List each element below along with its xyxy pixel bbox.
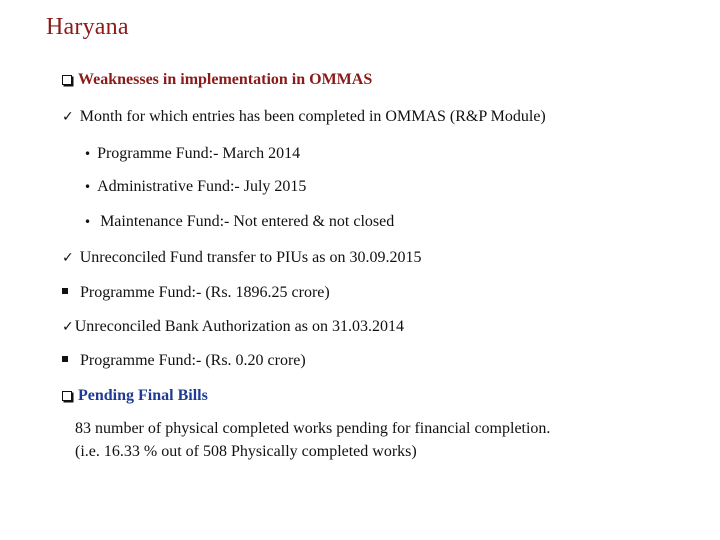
pending-bills-line-2: (i.e. 16.33 % out of 508 Physically completed works) — [75, 443, 417, 460]
square-bullet-icon — [62, 391, 72, 401]
check-item-unreconciled-bank — [62, 317, 404, 337]
checkmark-icon: ✓ — [62, 319, 74, 335]
check-item-text: Unreconciled Fund transfer to PIUs as on 30.09.2015 — [79, 249, 422, 266]
checkmark-icon: ✓ — [62, 109, 74, 125]
section-heading-weaknesses — [62, 70, 372, 90]
bullet-dot-icon: • — [84, 147, 92, 161]
small-square-icon — [62, 288, 68, 294]
weaknesses-heading-text: Weaknesses in implementation in OMMAS — [78, 71, 373, 88]
check-item-month-entries — [62, 107, 546, 127]
pending-bills-heading-text: Pending Final Bills — [78, 387, 208, 404]
bullet-dot-icon: • — [84, 215, 92, 229]
bullet-item-programme-fund — [84, 144, 300, 164]
pending-bills-line-1: 83 number of physical completed works pending for financial completion. — [75, 420, 551, 437]
square-item-text: Programme Fund:- (Rs. 1896.25 crore) — [80, 284, 330, 301]
check-item-unreconciled-fund — [62, 248, 421, 268]
bullet-item-administrative-fund — [84, 177, 306, 197]
small-square-icon — [62, 356, 68, 362]
square-item-programme-fund-1 — [62, 283, 330, 303]
section-heading-pending-bills — [62, 386, 208, 406]
bullet-item-text: Administrative Fund:- July 2015 — [97, 178, 307, 195]
bullet-item-maintenance-fund — [84, 212, 394, 232]
bullet-item-text: Programme Fund:- March 2014 — [97, 145, 301, 162]
bullet-item-text: Maintenance Fund:- Not entered & not closed — [100, 213, 395, 230]
check-item-text: Month for which entries has been completed in OMMAS (R&P Module) — [79, 108, 546, 125]
square-item-text: Programme Fund:- (Rs. 0.20 crore) — [80, 352, 306, 369]
slide-title: Haryana — [46, 14, 129, 40]
check-item-text: Unreconciled Bank Authorization as on 31.03.2014 — [74, 318, 404, 335]
square-item-programme-fund-2 — [62, 351, 306, 371]
checkmark-icon: ✓ — [62, 250, 74, 266]
bullet-dot-icon: • — [84, 180, 92, 194]
square-bullet-icon — [62, 75, 72, 85]
